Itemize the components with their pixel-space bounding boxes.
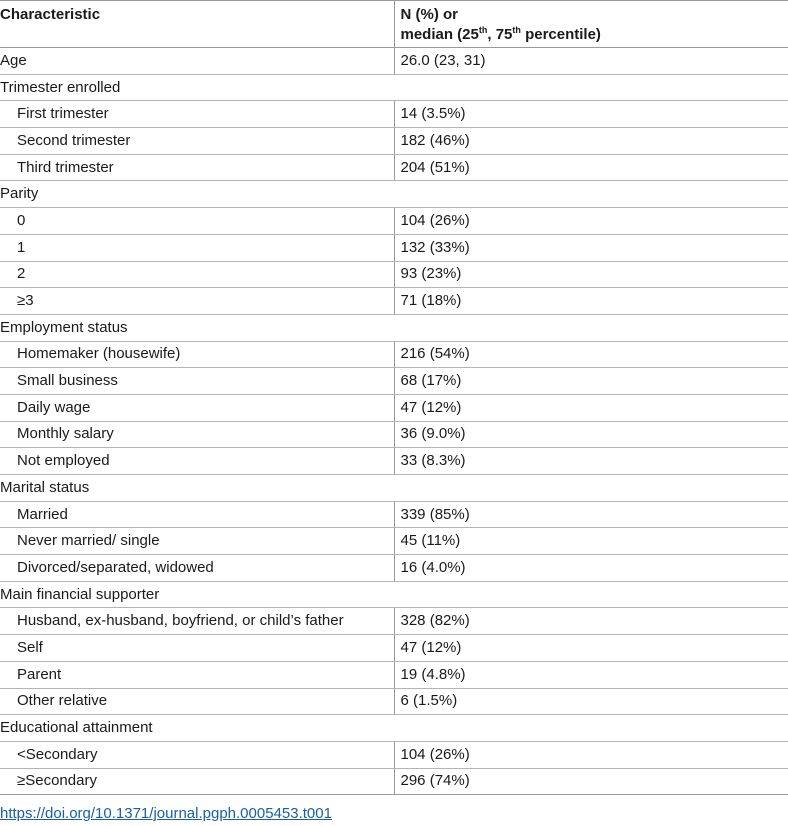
header-superscript-2: th bbox=[512, 25, 521, 35]
header-statistic-line2-post: percentile) bbox=[520, 26, 601, 43]
row-value: 16 (4.0%) bbox=[394, 555, 788, 582]
row-label: Never married/ single bbox=[0, 528, 394, 555]
table-group-row bbox=[0, 74, 788, 101]
row-label: 1 bbox=[0, 234, 394, 261]
table-row bbox=[0, 288, 788, 315]
header-statistic bbox=[394, 1, 788, 48]
row-label: 2 bbox=[0, 261, 394, 288]
row-value: 47 (12%) bbox=[394, 394, 788, 421]
table-row bbox=[0, 741, 788, 768]
table-row bbox=[0, 608, 788, 635]
row-label: Second trimester bbox=[0, 128, 394, 155]
group-label: Marital status bbox=[0, 475, 788, 502]
table-body bbox=[0, 48, 788, 795]
row-value: 47 (12%) bbox=[394, 635, 788, 662]
table-row bbox=[0, 501, 788, 528]
table-row bbox=[0, 101, 788, 128]
row-label: Small business bbox=[0, 368, 394, 395]
row-label: First trimester bbox=[0, 101, 394, 128]
row-value: 104 (26%) bbox=[394, 741, 788, 768]
table-row bbox=[0, 394, 788, 421]
table-row bbox=[0, 368, 788, 395]
row-label: Third trimester bbox=[0, 154, 394, 181]
row-label: Parent bbox=[0, 661, 394, 688]
table-row bbox=[0, 768, 788, 795]
header-statistic-line2-pre: median (25 bbox=[400, 26, 479, 43]
table-row bbox=[0, 128, 788, 155]
row-label: ≥Secondary bbox=[0, 768, 394, 795]
row-label: Husband, ex-husband, boyfriend, or child’s father bbox=[0, 608, 394, 635]
table-row bbox=[0, 234, 788, 261]
group-label: Parity bbox=[0, 181, 788, 208]
row-label: Self bbox=[0, 635, 394, 662]
row-value: 68 (17%) bbox=[394, 368, 788, 395]
row-value: 19 (4.8%) bbox=[394, 661, 788, 688]
group-label: Trimester enrolled bbox=[0, 74, 788, 101]
table-group-row bbox=[0, 181, 788, 208]
row-value: 216 (54%) bbox=[394, 341, 788, 368]
table-row bbox=[0, 48, 788, 75]
row-label: Married bbox=[0, 501, 394, 528]
header-characteristic: Characteristic bbox=[0, 1, 394, 48]
row-value: 6 (1.5%) bbox=[394, 688, 788, 715]
group-label: Educational attainment bbox=[0, 715, 788, 742]
row-value: 14 (3.5%) bbox=[394, 101, 788, 128]
header-superscript-1: th bbox=[478, 25, 488, 35]
table-row bbox=[0, 208, 788, 235]
row-value: 26.0 (23, 31) bbox=[394, 48, 788, 75]
row-label: Homemaker (housewife) bbox=[0, 341, 394, 368]
table-group-row bbox=[0, 581, 788, 608]
row-value: 36 (9.0%) bbox=[394, 421, 788, 448]
table-row bbox=[0, 421, 788, 448]
table-row bbox=[0, 448, 788, 475]
row-value: 33 (8.3%) bbox=[394, 448, 788, 475]
row-label: <Secondary bbox=[0, 741, 394, 768]
table-row bbox=[0, 528, 788, 555]
row-value: 339 (85%) bbox=[394, 501, 788, 528]
row-label: Daily wage bbox=[0, 394, 394, 421]
row-label: ≥3 bbox=[0, 288, 394, 315]
header-statistic-line2-mid: , 75 bbox=[487, 26, 513, 43]
group-label: Main financial supporter bbox=[0, 581, 788, 608]
row-label: Age bbox=[0, 48, 394, 75]
table-row bbox=[0, 555, 788, 582]
group-label: Employment status bbox=[0, 314, 788, 341]
table-row bbox=[0, 154, 788, 181]
table-row bbox=[0, 635, 788, 662]
row-label: 0 bbox=[0, 208, 394, 235]
row-value: 204 (51%) bbox=[394, 154, 788, 181]
row-value: 296 (74%) bbox=[394, 768, 788, 795]
row-value: 182 (46%) bbox=[394, 128, 788, 155]
table-group-row bbox=[0, 314, 788, 341]
doi-link[interactable]: https://doi.org/10.1371/journal.pgph.0005453.t001 bbox=[0, 805, 332, 822]
row-label: Not employed bbox=[0, 448, 394, 475]
table-group-row bbox=[0, 715, 788, 742]
row-value: 104 (26%) bbox=[394, 208, 788, 235]
row-value: 45 (11%) bbox=[394, 528, 788, 555]
row-value: 71 (18%) bbox=[394, 288, 788, 315]
row-value: 93 (23%) bbox=[394, 261, 788, 288]
header-statistic-line1: N (%) or bbox=[400, 6, 458, 23]
row-value: 132 (33%) bbox=[394, 234, 788, 261]
table-row bbox=[0, 341, 788, 368]
row-label: Other relative bbox=[0, 688, 394, 715]
row-value: 328 (82%) bbox=[394, 608, 788, 635]
table-row bbox=[0, 661, 788, 688]
table-header-row bbox=[0, 1, 788, 48]
table-group-row bbox=[0, 475, 788, 502]
row-label: Monthly salary bbox=[0, 421, 394, 448]
table-row bbox=[0, 261, 788, 288]
table-row bbox=[0, 688, 788, 715]
row-label: Divorced/separated, widowed bbox=[0, 555, 394, 582]
